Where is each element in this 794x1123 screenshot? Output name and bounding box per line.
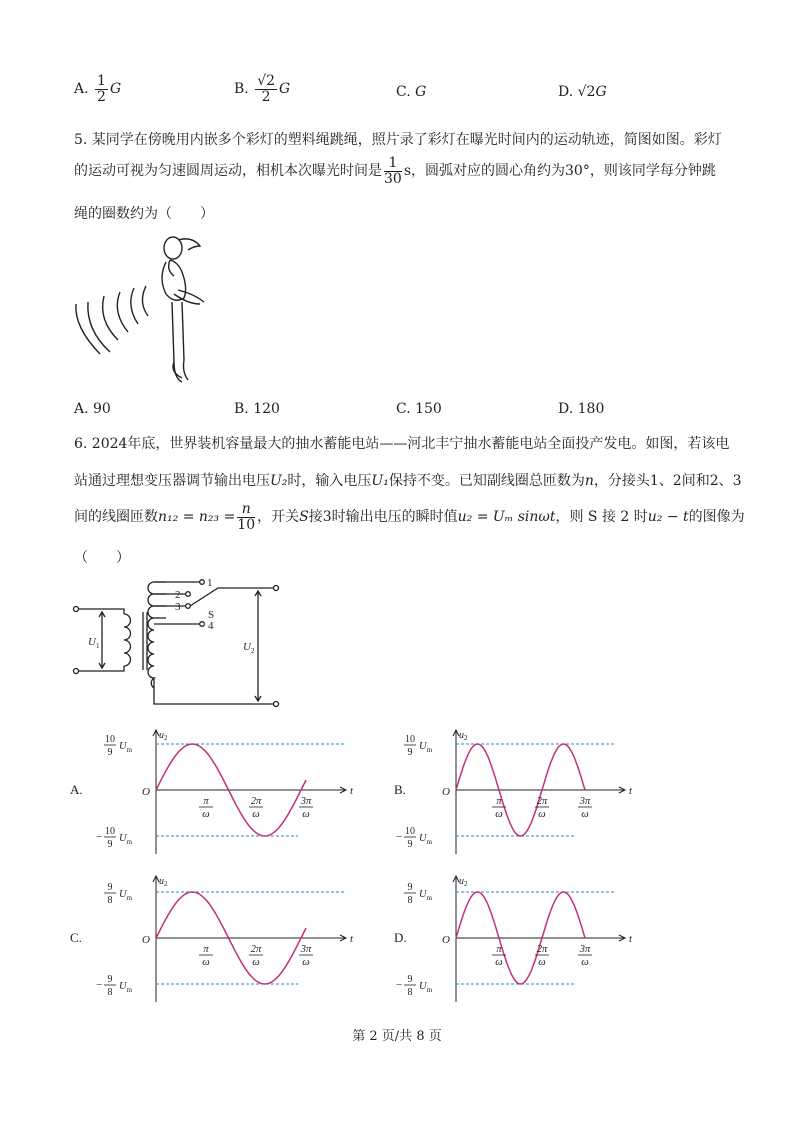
svg-text:−: − — [396, 979, 403, 991]
graph-c-label: C. — [70, 930, 82, 945]
q4-option-d: D. √2G — [558, 84, 607, 100]
svg-text:2π: 2π — [250, 796, 262, 807]
origin-label: O — [142, 786, 150, 798]
q5-line1: 5. 某同学在傍晚用内嵌多个彩灯的塑料绳跳绳，照片录了彩灯在曝光时间内的运动轨迹，简图如图。彩灯 — [74, 132, 722, 148]
tick-label-1pi — [199, 944, 213, 968]
graph-option-d — [394, 870, 644, 996]
u-axis-label: $u_2$ — [459, 876, 468, 888]
svg-text:ω: ω — [302, 957, 310, 968]
q6-line3: 间的线圈匝数n₁₂ = n₂₃ = $\frac{n}{10}$ ，开关S接3时输出电压的瞬时值u₂ = Uₘ sinωt，则 S 接 2 时u₂ − t的图像为 — [74, 501, 745, 533]
tap-label-4: 4 — [208, 620, 214, 632]
svg-text:π: π — [203, 944, 209, 955]
q4-a-fraction: $\frac{1}{2}$ — [97, 73, 106, 105]
origin-label: O — [142, 934, 150, 946]
svg-text:π: π — [203, 796, 209, 807]
q5-line3: 绳的圈数约为（ ） — [74, 206, 214, 222]
tick-label-1pi — [199, 796, 213, 820]
svg-text:Um: $U_m$ — [419, 889, 433, 902]
svg-text:−: − — [96, 979, 103, 991]
svg-text:ω: ω — [495, 957, 503, 968]
q5-option-a: A. 90 — [74, 401, 111, 417]
tick-label-3pi — [578, 944, 592, 968]
light-arc-3 — [103, 296, 118, 340]
svg-text:8: 8 — [107, 987, 113, 998]
svg-text:8: 8 — [407, 895, 413, 906]
svg-text:−: − — [396, 831, 403, 843]
svg-text:9: 9 — [407, 974, 413, 985]
min-value-label — [396, 826, 433, 850]
jump-rope-figure — [70, 232, 240, 390]
svg-text:9: 9 — [107, 882, 113, 893]
graph-d-label: D. — [394, 930, 407, 945]
q5-line2: 的运动可视为匀速圆周运动，相机本次曝光时间是 $\frac{1}{30}$ s，圆弧对应的圆心角约为30°，则该同学每分钟跳 — [74, 155, 716, 187]
t-axis-label: t — [350, 785, 354, 797]
svg-text:10: 10 — [405, 734, 415, 745]
u1-label: $U_1$ — [88, 636, 100, 650]
light-arc-5 — [131, 288, 138, 324]
svg-text:9: 9 — [407, 839, 413, 850]
q5-option-c: C. 150 — [396, 401, 442, 417]
svg-text:ω: ω — [581, 809, 589, 820]
svg-text:10: 10 — [105, 734, 115, 745]
graph-option-a — [70, 724, 354, 850]
graph-a-label: A. — [70, 782, 83, 797]
q4-option-c: C. G — [396, 84, 427, 100]
max-value-label — [104, 734, 133, 758]
t-axis-label: t — [629, 785, 633, 797]
q4-option-a: A. $\frac{1}{2}$ G — [74, 73, 122, 105]
q6-line4: （ ） — [74, 550, 130, 566]
q5-exposure-fraction: $\frac{1}{30}$ — [384, 155, 402, 187]
svg-text:8: 8 — [407, 987, 413, 998]
svg-text:9: 9 — [407, 747, 413, 758]
graph-b-label: B. — [394, 782, 406, 797]
tick-label-3pi — [299, 944, 313, 968]
max-value-label — [404, 882, 433, 906]
q6-turns-fraction: $\frac{n}{10}$ — [237, 501, 256, 533]
q5-option-b: B. 120 — [234, 401, 280, 417]
svg-text:Um: $U_m$ — [419, 741, 433, 754]
svg-text:3π: 3π — [300, 944, 312, 955]
tick-label-3pi — [299, 796, 313, 820]
u2-label: $U_2$ — [243, 641, 255, 655]
svg-text:ω: ω — [538, 809, 546, 820]
svg-text:ω: ω — [581, 957, 589, 968]
u-axis-label: $u_2$ — [459, 730, 468, 742]
svg-text:Um: $U_m$ — [419, 981, 433, 994]
svg-text:9: 9 — [107, 974, 113, 985]
svg-text:8: 8 — [107, 895, 113, 906]
svg-text:9: 9 — [407, 882, 413, 893]
svg-text:π: π — [496, 796, 502, 807]
max-value-label — [404, 734, 433, 758]
svg-text:ω: ω — [202, 957, 210, 968]
transformer-circuit — [68, 572, 298, 718]
svg-text:ω: ω — [252, 809, 260, 820]
svg-text:10: 10 — [105, 826, 115, 837]
svg-text:Um: $U_m$ — [119, 889, 133, 902]
svg-text:10: 10 — [405, 826, 415, 837]
svg-text:ω: ω — [538, 957, 546, 968]
svg-text:Um: $U_m$ — [119, 741, 133, 754]
svg-text:Um: $U_m$ — [419, 833, 433, 846]
q6-line1: 6. 2024年底，世界装机容量最大的抽水蓄能电站——河北丰宁抽水蓄能电站全面投产发电。如图，若该电 — [74, 436, 730, 452]
svg-text:Um: $U_m$ — [119, 833, 133, 846]
tap-label-2: 2 — [175, 589, 181, 601]
u-axis-label: $u_2$ — [159, 876, 168, 888]
min-value-label — [96, 826, 133, 850]
t-axis-label: t — [629, 933, 633, 945]
tick-label-2pi — [249, 944, 263, 968]
svg-text:ω: ω — [302, 809, 310, 820]
q5-option-d: D. 180 — [558, 401, 605, 417]
svg-text:3π: 3π — [579, 944, 591, 955]
q6-line2: 站通过理想变压器调节输出电压U₂时，输入电压U₁保持不变。已知副线圈总匝数为n，分接头1、2间和2、3 — [74, 473, 742, 489]
svg-text:ω: ω — [202, 809, 210, 820]
tap-label-1: 1 — [207, 577, 213, 589]
svg-text:3π: 3π — [579, 796, 591, 807]
svg-text:Um: $U_m$ — [119, 981, 133, 994]
svg-text:−: − — [96, 831, 103, 843]
graph-option-c — [70, 870, 354, 998]
min-value-label — [96, 974, 133, 998]
svg-text:2π: 2π — [250, 944, 262, 955]
t-axis-label: t — [350, 933, 354, 945]
origin-label: O — [442, 786, 450, 798]
light-arc-4 — [117, 292, 128, 332]
q4-b-fraction: $\frac{√2}{2}$ — [257, 73, 276, 105]
page-footer: 第 2 页/共 8 页 — [352, 1029, 442, 1044]
switch-label: S — [208, 609, 215, 621]
svg-text:9: 9 — [107, 747, 113, 758]
q5-options — [74, 401, 714, 421]
tick-label-2pi — [249, 796, 263, 820]
svg-text:2π: 2π — [536, 944, 548, 955]
max-value-label — [104, 882, 133, 906]
svg-text:9: 9 — [107, 839, 113, 850]
graph-option-b — [394, 724, 644, 850]
origin-label: O — [442, 934, 450, 946]
tap-label-3: 3 — [175, 601, 181, 613]
q4-option-b: B. $\frac{√2}{2}$ G — [234, 73, 291, 105]
min-value-label — [396, 974, 433, 998]
light-arc-6 — [142, 286, 148, 316]
svg-text:ω: ω — [252, 957, 260, 968]
u-axis-label: $u_2$ — [159, 730, 168, 742]
svg-text:ω: ω — [495, 809, 503, 820]
svg-text:3π: 3π — [300, 796, 312, 807]
svg-text:2π: 2π — [536, 796, 548, 807]
svg-text:π: π — [496, 944, 502, 955]
tick-label-3pi — [578, 796, 592, 820]
